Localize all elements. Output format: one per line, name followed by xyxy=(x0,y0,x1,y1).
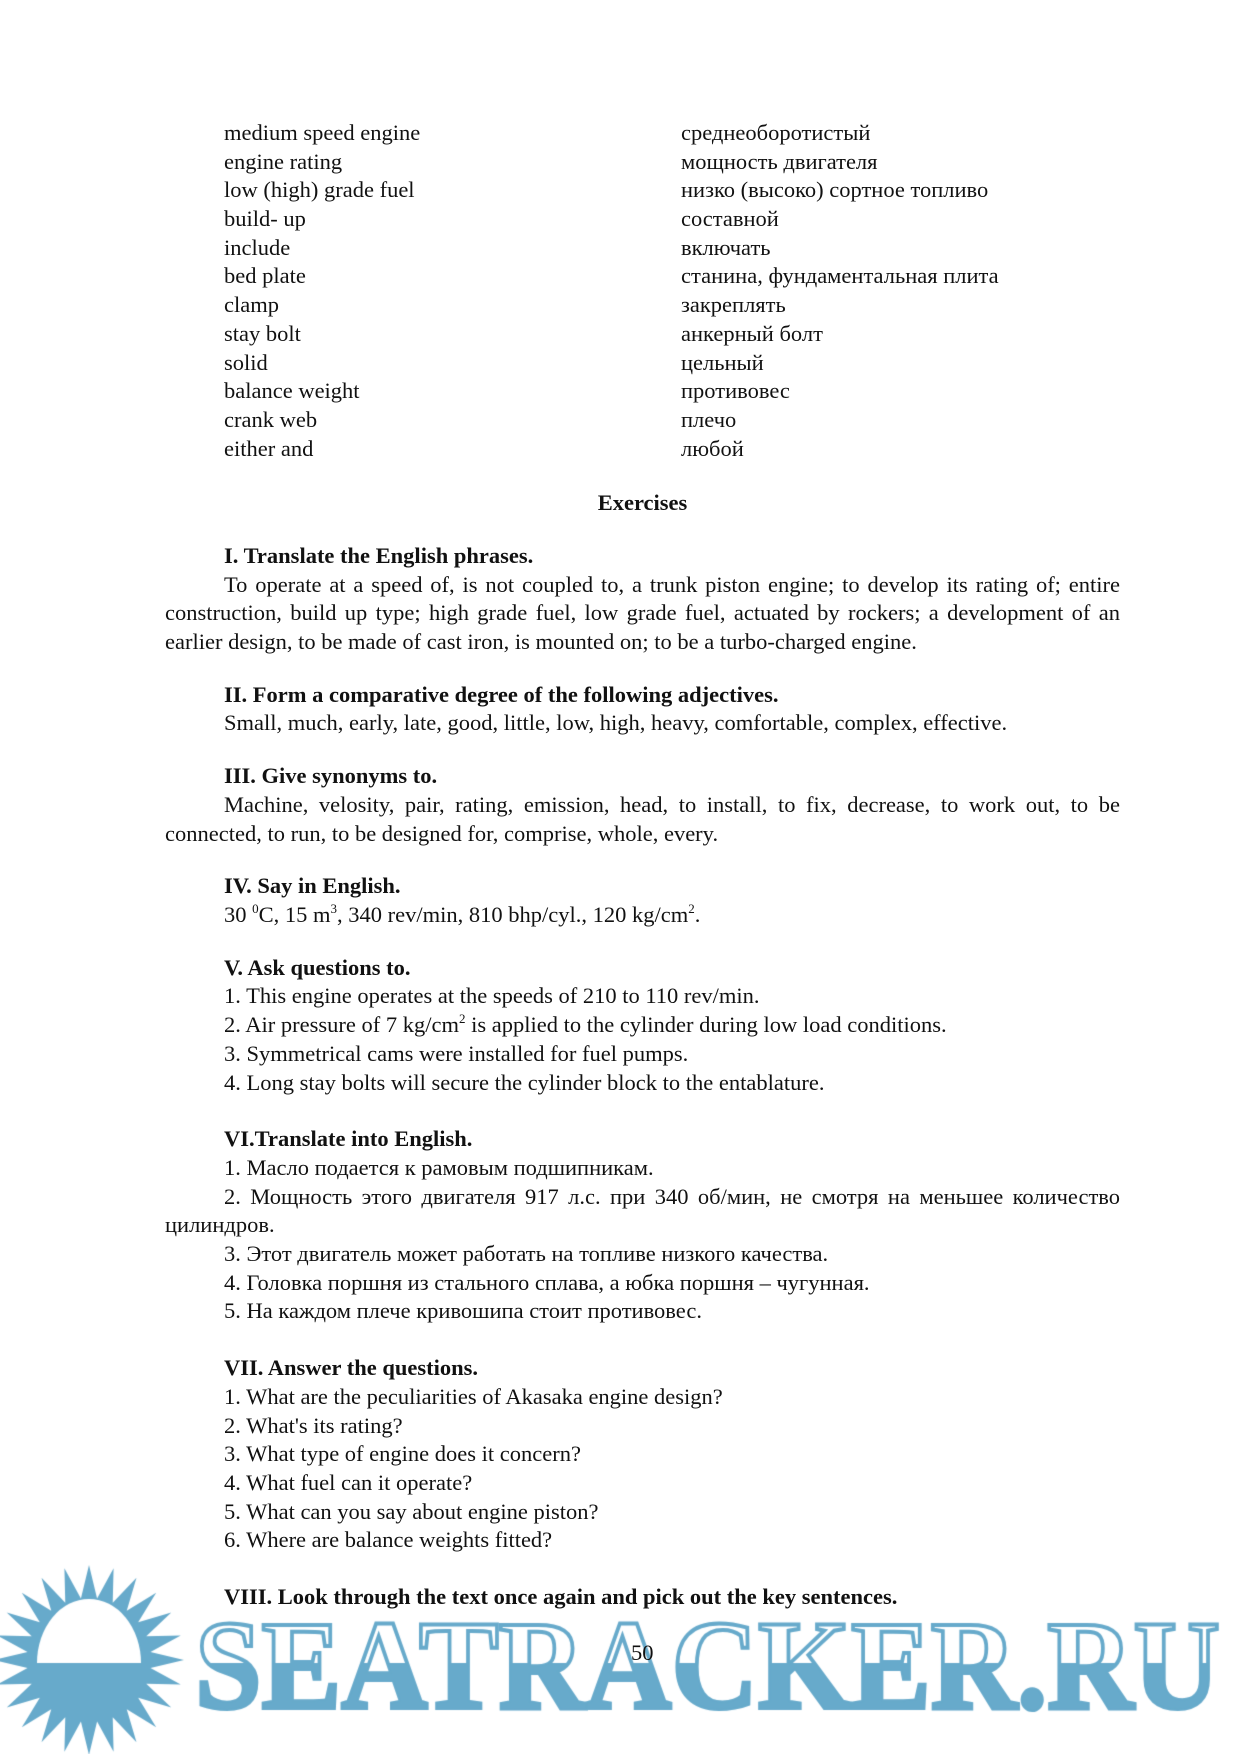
list-item: 1. Масло подается к рамовым подшипникам. xyxy=(224,1154,654,1180)
term-english: include xyxy=(224,234,291,260)
term-english: stay bolt xyxy=(224,320,301,346)
exercise-7-heading: VII. Answer the questions. xyxy=(224,1355,479,1381)
term-russian: закреплять xyxy=(681,292,786,318)
term-russian: анкерный болт xyxy=(681,320,823,346)
vocabulary-row xyxy=(224,205,1120,234)
page-number: 50 xyxy=(631,1640,654,1665)
vocabulary-row xyxy=(224,435,1120,464)
superscript: 2 xyxy=(688,900,695,916)
list-item: 4. Головка поршня из стального сплава, а юбка поршня – чугунная. xyxy=(224,1269,870,1295)
term-english: low (high) grade fuel xyxy=(224,177,415,203)
term-russian: противовес xyxy=(681,378,790,404)
text: is applied to the cylinder during low load conditions. xyxy=(465,1012,947,1038)
list-item: 4. What fuel can it operate? xyxy=(224,1469,473,1495)
term-russian: станина, фундаментальная плита xyxy=(681,263,999,289)
exercise-1 xyxy=(165,542,1120,657)
exercise-4 xyxy=(165,872,1120,929)
superscript: 0 xyxy=(252,900,259,916)
vocabulary-row xyxy=(224,320,1120,349)
vocabulary-row xyxy=(224,406,1120,435)
list-item: 2. What's its rating? xyxy=(224,1412,403,1438)
exercise-8-heading: VIII. Look through the text once again and pick out the key sentences. xyxy=(224,1584,898,1610)
text: C, 15 m xyxy=(258,901,331,927)
list-item xyxy=(165,1011,1120,1040)
term-russian: любой xyxy=(681,435,744,461)
term-english: build- up xyxy=(224,206,306,232)
text: 2. Air pressure of 7 kg/cm xyxy=(224,1012,459,1038)
list-item: 3. What type of engine does it concern? xyxy=(224,1441,581,1467)
term-russian: мощность двигателя xyxy=(681,148,878,174)
exercise-3 xyxy=(165,762,1120,848)
exercise-6-heading: VI.Translate into English. xyxy=(224,1126,473,1152)
text: . xyxy=(694,901,701,927)
term-russian: включать xyxy=(681,234,771,260)
term-russian: среднеоборотистый xyxy=(681,120,871,145)
list-item: 1. This engine operates at the speeds of 210 to 110 rev/min. xyxy=(224,983,760,1009)
exercises-title: Exercises xyxy=(597,490,688,516)
exercise-1-heading: I. Translate the English phrases. xyxy=(224,542,534,568)
exercise-4-heading: IV. Say in English. xyxy=(224,873,401,899)
superscript: 2 xyxy=(458,1011,466,1027)
vocabulary-row xyxy=(224,234,1120,263)
vocabulary-row xyxy=(224,176,1120,205)
vocabulary-row xyxy=(224,291,1120,320)
list-item: 2. Мощность этого двигателя 917 л.с. при 340 об/мин, не смотря на меньшее количество цилиндров. xyxy=(165,1183,1120,1238)
exercise-2-heading: II. Form a comparative degree of the following adjectives. xyxy=(224,681,779,707)
exercise-2 xyxy=(165,681,1120,738)
list-item: 1. What are the peculiarities of Akasaka engine design? xyxy=(224,1383,723,1409)
superscript: 3 xyxy=(330,900,338,916)
exercise-1-text: To operate at a speed of, is not coupled to, a trunk piston engine; to develop its rating of; entire construction, build up type; high grade fuel, low grade fuel, actuated by rockers; a development of an earlier design, to be made of cast iron, is mounted on; to be a turbo-charged engine. xyxy=(165,571,1120,655)
exercise-8 xyxy=(165,1583,1120,1612)
term-russian: плечо xyxy=(681,406,737,432)
list-item: 3. Symmetrical cams were installed for fuel pumps. xyxy=(224,1040,689,1066)
vocabulary-list xyxy=(165,119,1120,463)
list-item: 5. What can you say about engine piston? xyxy=(224,1498,599,1524)
list-item: 6. Where are balance weights fitted? xyxy=(224,1527,553,1553)
vocabulary-row xyxy=(224,119,1120,148)
exercise-4-text xyxy=(165,901,1120,930)
term-english: crank web xyxy=(224,406,318,432)
exercise-5-heading: V. Ask questions to. xyxy=(224,954,411,980)
term-english: solid xyxy=(224,349,268,375)
page-content xyxy=(165,119,1120,1612)
term-english: balance weight xyxy=(224,378,360,404)
exercise-5 xyxy=(165,954,1120,1098)
exercise-3-text: Machine, velosity, pair, rating, emission, head, to install, to fix, decrease, to work out, to be connected, to run, to be designed for, comprise, whole, every. xyxy=(165,791,1120,846)
term-english: medium speed engine xyxy=(224,120,421,145)
exercise-2-text: Small, much, early, late, good, little, low, high, heavy, comfortable, complex, effective. xyxy=(224,710,1008,736)
vocabulary-row xyxy=(224,148,1120,177)
term-english: either and xyxy=(224,435,314,461)
exercise-7 xyxy=(165,1354,1120,1555)
term-english: engine rating xyxy=(224,148,343,174)
list-item: 3. Этот двигатель может работать на топливе низкого качества. xyxy=(224,1241,829,1267)
text: 30 xyxy=(224,901,253,927)
term-russian: составной xyxy=(681,206,779,232)
list-item: 5. На каждом плече кривошипа стоит противовес. xyxy=(224,1298,702,1324)
vocabulary-row xyxy=(224,262,1120,291)
term-russian: низко (высоко) сортное топливо xyxy=(681,177,989,203)
term-russian: цельный xyxy=(681,349,764,375)
text: , 340 rev/min, 810 bhp/cyl., 120 kg/cm xyxy=(337,901,689,927)
vocabulary-row xyxy=(224,377,1120,406)
exercise-6 xyxy=(165,1125,1120,1326)
term-english: clamp xyxy=(224,292,279,318)
term-english: bed plate xyxy=(224,263,306,289)
vocabulary-row xyxy=(224,349,1120,378)
exercise-3-heading: III. Give synonyms to. xyxy=(224,763,438,789)
list-item: 4. Long stay bolts will secure the cylinder block to the entablature. xyxy=(224,1069,825,1095)
